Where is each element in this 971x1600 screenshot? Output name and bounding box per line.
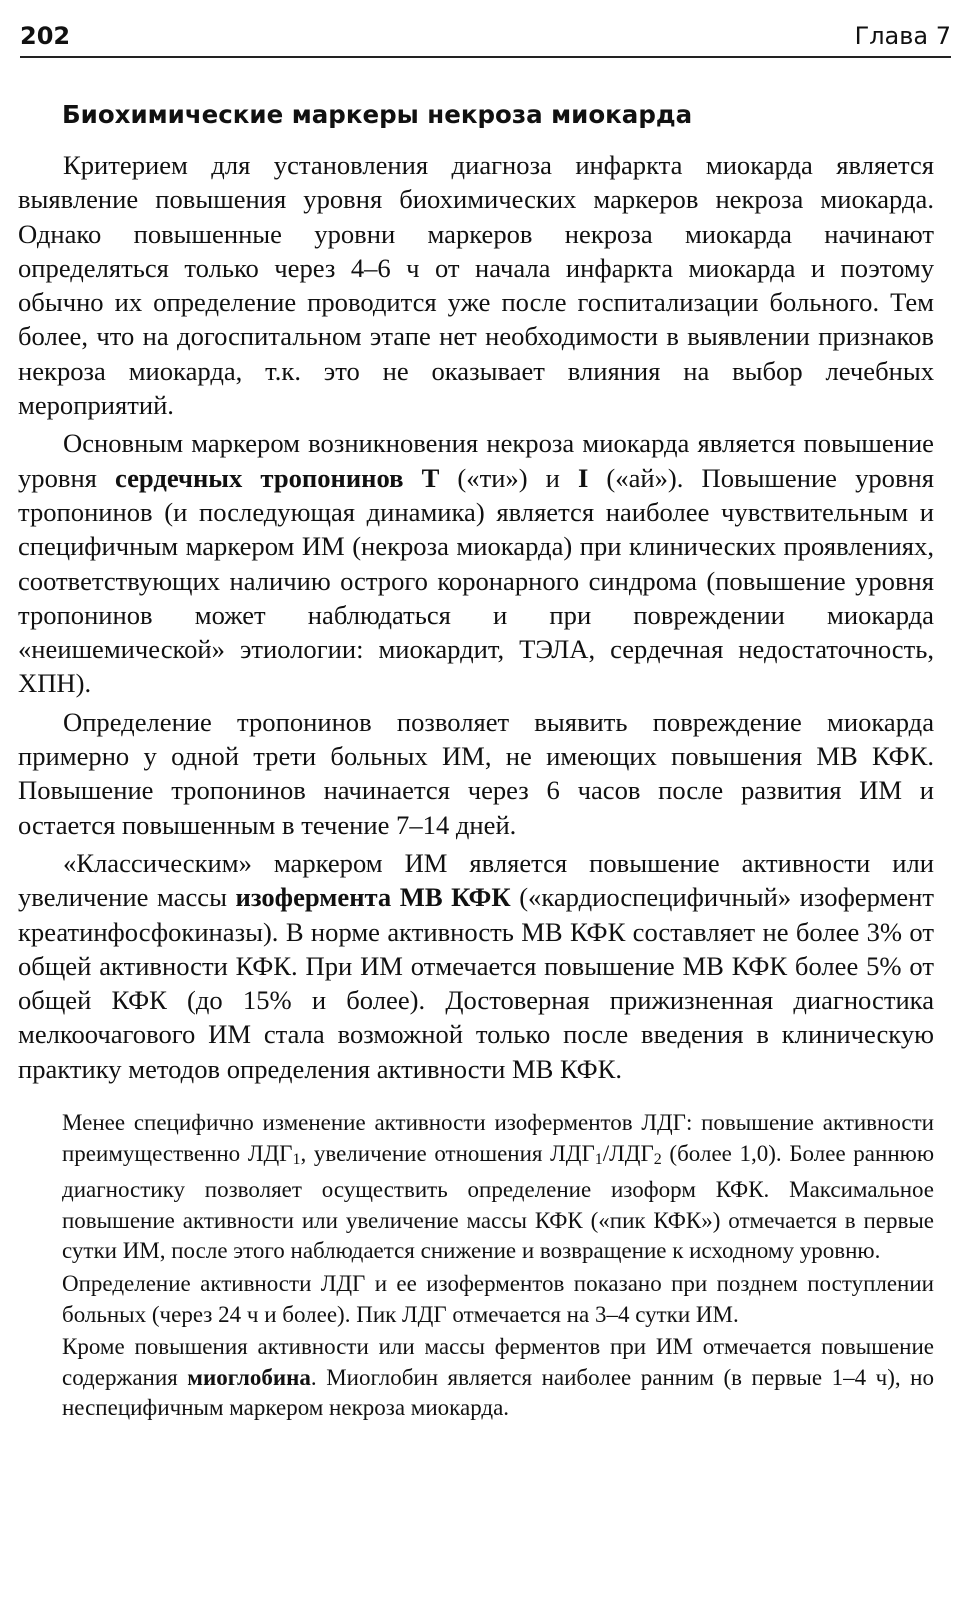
paragraph-troponin-detection — [18, 705, 934, 842]
troponins-term: сердечных тропонинов Т — [115, 462, 440, 493]
paragraph-troponins — [18, 426, 934, 700]
mb-ck-text-1: «Классическим» маркером ИМ является повышение активности или увеличение массы — [18, 847, 934, 913]
troponins-text-3: («ай»). Повышение уровня тропонинов (и последующая динамика) является наиболее чувствительным и специфичным маркером ИМ (некроза миокарда) при клинических проявлениях, соответствующих наличию острого коронарного синдрома (повышение уровня тропонинов может наблюдаться и при повреждении миокарда «неишемической» этиологии: миокардит, ТЭЛА, сердечная недостаточность, ХПН). — [18, 462, 934, 699]
myoglobin-text-2: . Миоглобин является наиболее ранним (в первые 1–4 ч), но неспецифичным маркером некроза миокарда. — [62, 1364, 934, 1421]
paragraph-criteria — [18, 148, 934, 422]
myoglobin-text-1: Кроме повышения активности или массы ферментов при ИМ отмечается повышение содержания — [62, 1334, 934, 1390]
troponins-text-1: Основным маркером возникновения некроза миокарда является повышение уровня — [18, 428, 934, 493]
ldh-subscript-3: 2 — [653, 1150, 662, 1168]
paragraph-criteria-text: Критерием для установления диагноза инфаркта миокарда является выявление повышения уровня биохимических маркеров некроза миокарда. Однако повышенные уровни маркеров некроза миокарда начинают определяться только через 4–6 ч от начала инфаркта миокарда и поэтому обычно их определение проводится уже после госпитализации больного. Тем более, что на догоспитальном этапе нет необходимости в выявлении признаков некроза миокарда, т.к. это не оказывает влияния на выбор лечебных мероприятий. — [18, 150, 934, 421]
ldh-text-1: Менее специфично изменение активности изоферментов ЛДГ: повышение активности преимущественно ЛДГ — [62, 1110, 934, 1166]
main-text — [18, 148, 934, 1090]
small-print-block — [62, 1108, 934, 1426]
paragraph-mb-ck — [18, 846, 934, 1086]
ldh-subscript-1: 1 — [292, 1150, 301, 1168]
ldh-text-3: /ЛДГ — [602, 1140, 654, 1166]
section-title: Биохимические маркеры некроза миокарда — [62, 100, 693, 129]
troponins-text-2: («ти») и — [439, 462, 578, 493]
troponin-i-term: I — [577, 462, 589, 493]
mb-ck-text-2: («кардиоспецифичный» изофермент креатинфосфокиназы). В норме активность МВ КФК составляет не более 3% от общей активности КФК. При ИМ отмечается повышение МВ КФК более 5% от общей КФК (до 15% и более). Достоверная прижизненная диагностика мелкоочагового ИМ стала возможной только после введения в клиническую практику методов определения активности МВ КФК. — [18, 882, 934, 1084]
myoglobin-term: миоглобина — [187, 1364, 311, 1390]
running-header — [20, 22, 951, 58]
ldh-text-2: , увеличение отношения ЛДГ — [300, 1140, 595, 1166]
mb-ck-term: изофермента МВ КФК — [235, 882, 511, 913]
ldh-text-4: (более 1,0). Более раннюю диагностику позволяет осуществить определение изоформ КФК. Максимальное повышение активности или увеличение массы КФК («пик КФК») отмечается в первые сутки ИМ, после этого наблюдается снижение и возвращение к исходному уровню. — [62, 1140, 934, 1264]
page-number: 202 — [20, 22, 71, 50]
small-paragraph-ldh-timing — [62, 1269, 934, 1330]
small-paragraph-myoglobin — [62, 1332, 934, 1424]
chapter-label: Глава 7 — [854, 22, 951, 50]
ldh-timing-text: Определение активности ЛДГ и ее изоферментов показано при позднем поступлении больных (через 24 ч и более). Пик ЛДГ отмечается на 3–4 сутки ИМ. — [62, 1270, 934, 1327]
troponin-detection-text: Определение тропонинов позволяет выявить повреждение миокарда примерно у одной трети больных ИМ, не имеющих повышения МВ КФК. Повышение тропонинов начинается через 6 часов после развития ИМ и остается повышенным в течение 7–14 дней. — [18, 706, 934, 840]
small-paragraph-ldh — [62, 1108, 934, 1267]
ldh-subscript-2: 1 — [594, 1150, 603, 1168]
